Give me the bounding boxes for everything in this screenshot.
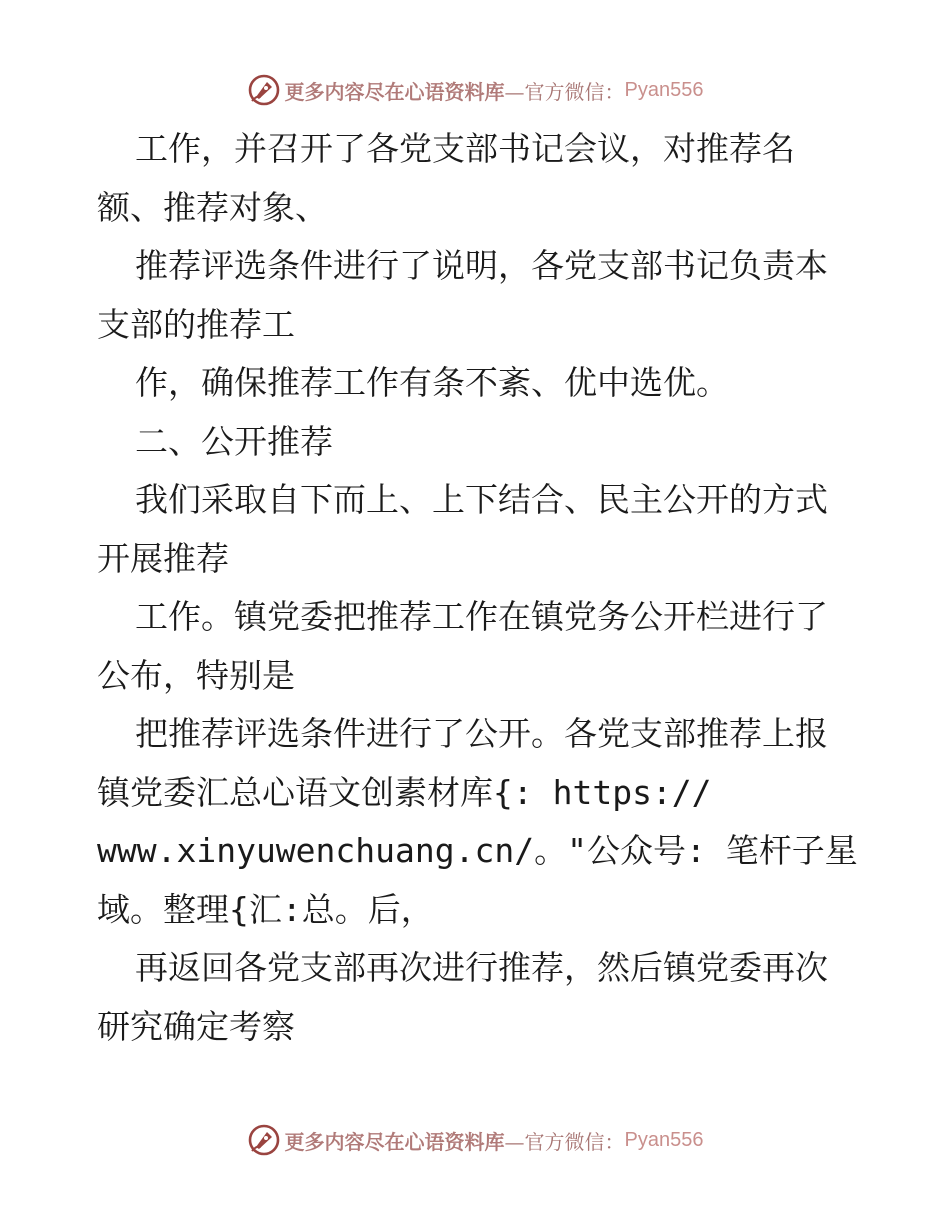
header-banner [0,70,950,110]
text-line: 研究确定考察 [97,1006,295,1046]
text-line: 我们采取自下而上、上下结合、民主公开的方式 [135,480,828,519]
text-line: 开展推荐 [97,538,229,578]
text-line: 域。整理{汇:总。后， [97,889,434,929]
pen-nib-logo-icon [247,1123,281,1157]
text-line: 镇党委汇总心语文创素材库{: https:// [97,772,712,812]
header-official-text: —官方微信： [504,79,625,104]
header-site-text: 更多内容尽在心语资料库 [284,79,505,104]
text-line: 工作，并召开了各党支部书记会议，对推荐名 [135,129,795,168]
footer-handle-text: Pyan556 [624,1128,704,1151]
text-line: 二、公开推荐 [135,421,333,461]
text-line: 把推荐评选条件进行了公开。各党支部推荐上报 [135,714,828,753]
footer-site-text: 更多内容尽在心语资料库 [284,1129,505,1154]
body-text [97,120,867,1056]
text-line: 再返回各党支部再次进行推荐，然后镇党委再次 [135,948,828,987]
pen-nib-logo-icon [247,73,281,107]
text-line: 支部的推荐工 [97,304,295,344]
footer-banner [0,1120,950,1160]
text-line: 工作。镇党委把推荐工作在镇党务公开栏进行了 [135,597,828,636]
text-line: 额、推荐对象、 [97,187,328,227]
text-line: www.xinyuwenchuang.cn/。"公众号: 笔杆子星 [97,831,858,870]
text-line: 作，确保推荐工作有条不紊、优中选优。 [135,363,729,402]
header-handle-text: Pyan556 [624,78,704,101]
footer-official-text: —官方微信： [504,1129,625,1154]
text-line: 推荐评选条件进行了说明，各党支部书记负责本 [135,246,828,285]
text-line: 公布，特别是 [97,655,295,695]
